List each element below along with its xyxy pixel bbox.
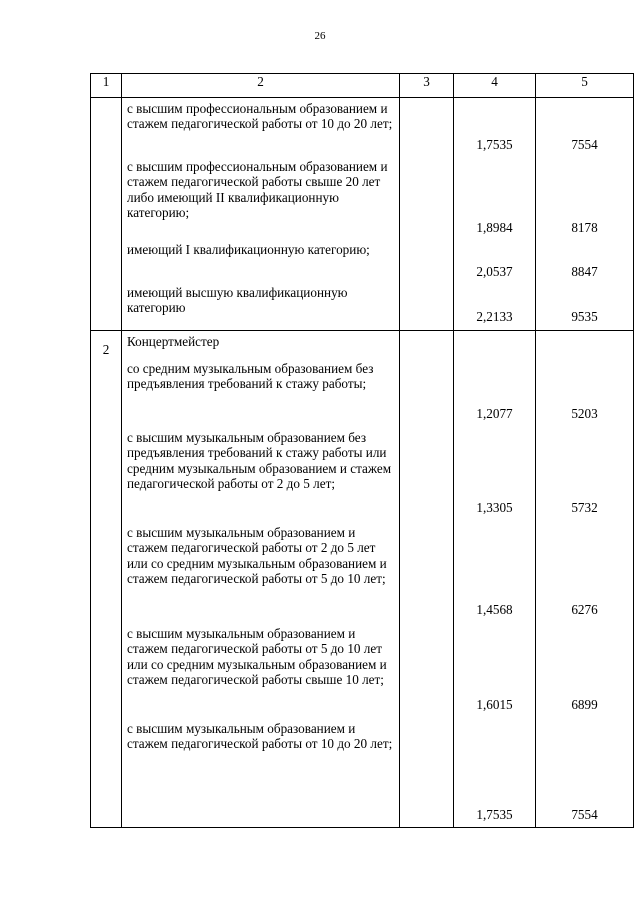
block2-salaries xyxy=(536,331,634,828)
block1-salary-2: 8178 xyxy=(571,219,598,235)
block2-salary-1: 5203 xyxy=(571,405,598,421)
block2-item-3 xyxy=(127,515,393,617)
block2-coef-4: 1,6015 xyxy=(476,696,513,712)
block2-item-5-text: с высшим музыкальным образованием и стажем педагогической работы от 10 до 20 лет; xyxy=(127,721,393,752)
block2-item-1-text: со средним музыкальным образованием без предъявления требований к стажу работы; xyxy=(127,361,374,392)
header-col-4: 4 xyxy=(454,74,536,98)
header-col-1: 1 xyxy=(91,74,122,98)
block2-descriptions xyxy=(122,331,400,828)
block1-item-1-text: с высшим профессиональным образованием и стажем педагогической работы от 10 до 20 лет; xyxy=(127,101,393,132)
block1-descriptions xyxy=(122,98,400,331)
block1-salary-3: 8847 xyxy=(571,263,598,279)
block2-item-1 xyxy=(127,361,393,421)
block-concertmaster-row xyxy=(91,331,634,828)
block1-item-1 xyxy=(127,101,393,152)
block1-coef-1: 1,7535 xyxy=(476,136,513,152)
block1-item-3-text: имеющий I квалификационную категорию; xyxy=(127,242,370,257)
block1-item-3 xyxy=(127,235,393,279)
block1-item-4 xyxy=(127,279,393,324)
block1-col3 xyxy=(400,98,454,331)
header-col-2: 2 xyxy=(122,74,400,98)
block2-coef-2: 1,3305 xyxy=(476,499,513,515)
block2-col3 xyxy=(400,331,454,828)
block1-coefficients xyxy=(454,98,536,331)
block2-salary-4: 6899 xyxy=(571,696,598,712)
block1-salaries xyxy=(536,98,634,331)
block2-coefficients xyxy=(454,331,536,828)
block2-coef-3: 1,4568 xyxy=(476,601,513,617)
block1-item-4-text: имеющий высшую квалификационную категорию xyxy=(127,285,348,316)
block2-coef-1: 1,2077 xyxy=(476,405,513,421)
header-col-3: 3 xyxy=(400,74,454,98)
block1-coef-2: 1,8984 xyxy=(476,219,513,235)
block1-coef-4: 2,2133 xyxy=(476,308,513,324)
block2-item-5 xyxy=(127,712,393,822)
block2-salary-2: 5732 xyxy=(571,499,598,515)
block1-item-2 xyxy=(127,152,393,235)
page-number: 26 xyxy=(314,30,326,42)
block2-title-text: Концертмейстер xyxy=(127,334,220,349)
block2-salary-5: 7554 xyxy=(571,806,598,822)
block2-item-2 xyxy=(127,421,393,515)
block2-coef-5: 1,7535 xyxy=(476,806,513,822)
block1-salary-1: 7554 xyxy=(571,136,598,152)
block1-number xyxy=(91,98,122,331)
header-col-5: 5 xyxy=(536,74,634,98)
block1-salary-4: 9535 xyxy=(571,308,598,324)
block-continuation-row xyxy=(91,98,634,331)
block2-item-3-text: с высшим музыкальным образованием и стажем педагогической работы от 2 до 5 лет или со средним музыкальным образованием и стажем педагогической работы от 5 до 10 лет; xyxy=(127,525,387,586)
salary-table xyxy=(90,73,634,828)
block2-item-4-text: с высшим музыкальным образованием и стажем педагогической работы от 5 до 10 лет или со средним музыкальным образованием и стажем педагогической работы свыше 10 лет; xyxy=(127,626,387,687)
block2-number: 2 xyxy=(91,331,122,828)
header-row xyxy=(91,74,634,98)
block1-coef-3: 2,0537 xyxy=(476,263,513,279)
block2-title xyxy=(127,334,393,361)
block2-item-4 xyxy=(127,617,393,712)
block1-item-2-text: с высшим профессиональным образованием и стажем педагогической работы свыше 20 лет либо имеющий II квалификационную категорию; xyxy=(127,159,388,220)
block2-item-2-text: с высшим музыкальным образованием без предъявления требований к стажу работы или средним музыкальным образованием и стажем педагогической работы от 2 до 5 лет; xyxy=(127,430,392,491)
block2-salary-3: 6276 xyxy=(571,601,598,617)
